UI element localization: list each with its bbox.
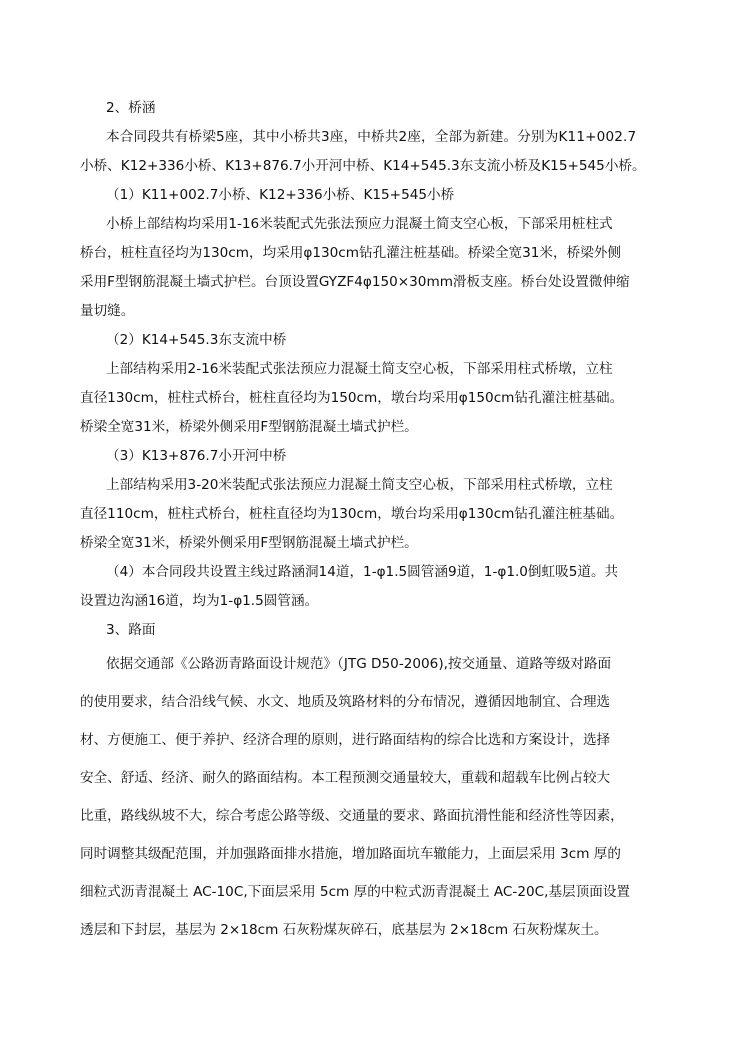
paragraph-line: 材、方便施工、便于养护、经济合理的原则，进行路面结构的综合比选和方案设计，选择 (80, 732, 611, 748)
paragraph-line: 本合同段共有桥梁5座，其中小桥共3座，中桥共2座，全部为新建。分别为K11+002.7 (106, 129, 637, 145)
paragraph-line: 小桥、K12+336小桥、K13+876.7小开河中桥、K14+545.3东支流小桥及K15+545小桥。 (80, 158, 646, 174)
paragraph-line: 直径130cm，桩柱式桥台，桩柱直径均为150cm，墩台均采用φ150cm钻孔灌注桩基础。 (80, 390, 624, 406)
paragraph-line: 桥梁全宽31米，桥梁外侧采用F型钢筋混凝土墙式护栏。 (80, 419, 418, 435)
paragraph-line: 同时调整其级配范围，并加强路面排水措施，增加路面坑车辙能力，上面层采用 3cm 厚的 (80, 846, 621, 862)
section-heading-bridges: 2、桥涵 (106, 100, 156, 116)
paragraph-line: 桥台，桩柱直径均为130cm，均采用φ130cm钻孔灌注桩基础。桥梁全宽31米，桥梁外侧 (80, 245, 621, 261)
paragraph-line: 小桥上部结构均采用1-16米装配式先张法预应力混凝土简支空心板，下部采用桩柱式 (106, 216, 613, 232)
subsection-title-3: （3）K13+876.7小开河中桥 (106, 448, 287, 464)
subsection-title-1: （1）K11+002.7小桥、K12+336小桥、K15+545小桥 (106, 187, 455, 203)
paragraph-line: 设置边沟涵16道，均为1-φ1.5圆管涵。 (80, 593, 319, 609)
paragraph-line: （4）本合同段共设置主线过路涵洞14道，1-φ1.5圆管涵9道，1-φ1.0倒虹吸5道。共 (106, 564, 619, 580)
paragraph-line: 比重，路线纵坡不大，综合考虑公路等级、交通量的要求、路面抗滑性能和经济性等因素， (80, 808, 624, 824)
paragraph-line: 上部结构采用2-16米装配式张法预应力混凝土简支空心板，下部采用柱式桥墩，立柱 (106, 361, 613, 377)
paragraph-line: 桥梁全宽31米，桥梁外侧采用F型钢筋混凝土墙式护栏。 (80, 535, 418, 551)
paragraph-line: 透层和下封层，基层为 2×18cm 石灰粉煤灰碎石，底基层为 2×18cm 石灰粉煤灰土。 (80, 922, 608, 938)
paragraph-line: 依据交通部《公路沥青路面设计规范》（JTG D50-2006),按交通量、道路等级对路面 (106, 656, 612, 672)
paragraph-line: 上部结构采用3-20米装配式张法预应力混凝土简支空心板，下部采用柱式桥墩，立柱 (106, 477, 613, 493)
subsection-title-2: （2）K14+545.3东支流中桥 (106, 332, 287, 348)
section-heading-pavement: 3、路面 (106, 622, 156, 638)
paragraph-line: 量切缝。 (80, 303, 135, 319)
paragraph-line: 安全、舒适、经济、耐久的路面结构。本工程预测交通量较大，重载和超载车比例占较大 (80, 770, 611, 786)
paragraph-line: 直径110cm，桩柱式桥台，桩柱直径均为130cm，墩台均采用φ130cm钻孔灌注桩基础。 (80, 506, 624, 522)
paragraph-line: 细粒式沥青混凝土 AC-10C,下面层采用 5cm 厚的中粒式沥青混凝土 AC-20C,基层顶面设置 (80, 884, 631, 900)
paragraph-line: 采用F型钢筋混凝土墙式护栏。台顶设置GYZF4φ150×30mm滑板支座。桥台处设置微伸缩 (80, 274, 630, 290)
paragraph-line: 的使用要求，结合沿线气候、水文、地质及筑路材料的分布情况，遵循因地制宜、合理选 (80, 694, 611, 710)
